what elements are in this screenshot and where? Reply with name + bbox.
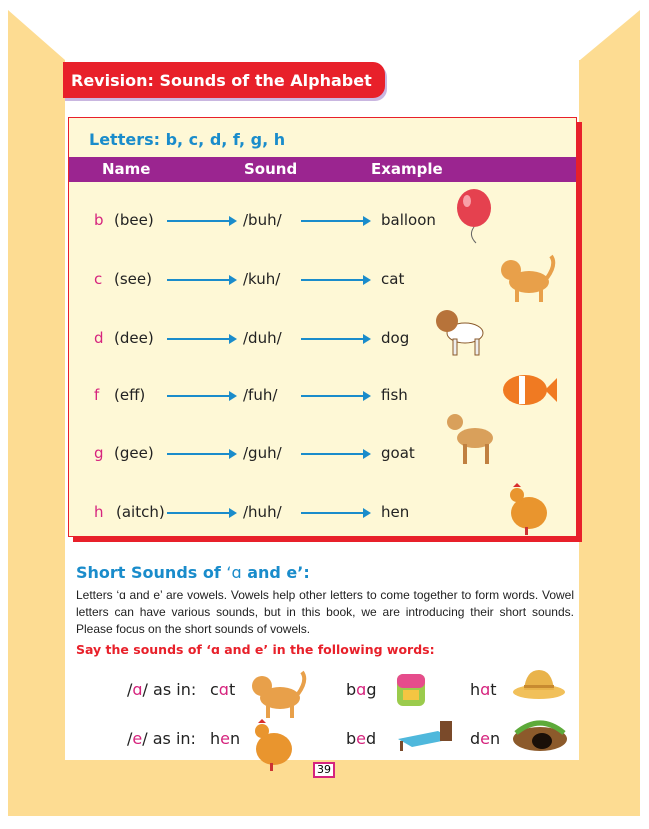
hen-icon xyxy=(503,481,551,541)
vowel-word: den xyxy=(470,729,501,748)
example-word: balloon xyxy=(381,211,436,229)
vowel-word: hen xyxy=(210,729,241,748)
letter-sound: /buh/ xyxy=(243,211,282,229)
arrow-icon xyxy=(301,338,369,340)
example-word: hen xyxy=(381,503,410,521)
arrow-icon xyxy=(301,512,369,514)
cat-icon xyxy=(497,252,557,308)
letter-name: (dee) xyxy=(114,329,154,347)
section-paragraph: Letters ‘ɑ and e’ are vowels. Vowels help other letters to come together to form words. Vowel letters can have various sounds, but in this book, we are introducing their short sounds. Please focus on the short sounds of vowels. xyxy=(76,588,574,636)
example-word: fish xyxy=(381,386,408,404)
table-row xyxy=(69,325,576,355)
letters-card xyxy=(68,117,577,537)
arrow-icon xyxy=(167,395,235,397)
vowel-word: bɑg xyxy=(346,680,377,699)
letter: d xyxy=(94,329,104,347)
letter-sound: /fuh/ xyxy=(243,386,278,404)
letter-sound: /guh/ xyxy=(243,444,282,462)
table-row xyxy=(69,266,576,296)
letter: f xyxy=(94,386,100,404)
table-header xyxy=(69,157,576,182)
table-row xyxy=(69,207,576,237)
letter-name: (see) xyxy=(114,270,152,288)
header-example: Example xyxy=(371,160,443,178)
letter-name: (gee) xyxy=(114,444,154,462)
arrow-icon xyxy=(301,453,369,455)
arrow-icon xyxy=(167,279,235,281)
letter-name: (eff) xyxy=(114,386,146,404)
example-word: dog xyxy=(381,329,410,347)
vowel-word: bed xyxy=(346,729,377,748)
a-label: /ɑ/ as in: xyxy=(127,680,197,699)
example-word: goat xyxy=(381,444,415,462)
letter-sound: /duh/ xyxy=(243,329,282,347)
letter: h xyxy=(94,503,104,521)
instruction: Say the sounds of ‘ɑ and e’ in the following words: xyxy=(76,642,435,657)
fish-icon xyxy=(499,368,559,416)
e-label: /e/ as in: xyxy=(127,729,196,748)
letter: g xyxy=(94,444,104,462)
example-word: cat xyxy=(381,270,405,288)
hen-icon xyxy=(248,717,296,777)
arrow-icon xyxy=(167,453,235,455)
letter-name: (bee) xyxy=(114,211,154,229)
table-row xyxy=(69,499,576,529)
page-number: 39 xyxy=(313,762,335,778)
letter: c xyxy=(94,270,103,288)
balloon-icon xyxy=(454,188,494,248)
arrow-icon xyxy=(167,338,235,340)
arrow-icon xyxy=(301,220,369,222)
page-title: Revision: Sounds of the Alphabet xyxy=(63,62,385,98)
letter-name: (aitch) xyxy=(116,503,165,521)
vowel-word: hɑt xyxy=(470,680,497,699)
letter-sound: /huh/ xyxy=(243,503,282,521)
table-row xyxy=(69,382,576,412)
table-row xyxy=(69,440,576,470)
cat-icon xyxy=(248,668,308,724)
letter: b xyxy=(94,211,104,229)
header-sound: Sound xyxy=(244,160,298,178)
bag-icon xyxy=(394,668,428,712)
card-title: Letters: b, c, d, f, g, h xyxy=(89,130,286,149)
hat-icon xyxy=(512,668,566,704)
arrow-icon xyxy=(167,220,235,222)
goat-icon xyxy=(443,406,499,472)
letter-sound: /kuh/ xyxy=(243,270,281,288)
arrow-icon xyxy=(167,512,235,514)
arrow-icon xyxy=(301,395,369,397)
dog-icon xyxy=(431,303,487,363)
bed-icon xyxy=(394,717,454,757)
vowel-word: cɑt xyxy=(210,680,236,699)
header-name: Name xyxy=(102,160,151,178)
den-icon xyxy=(512,717,568,755)
arrow-icon xyxy=(301,279,369,281)
section-title: Short Sounds of ‘ɑ and e’: xyxy=(76,563,310,582)
